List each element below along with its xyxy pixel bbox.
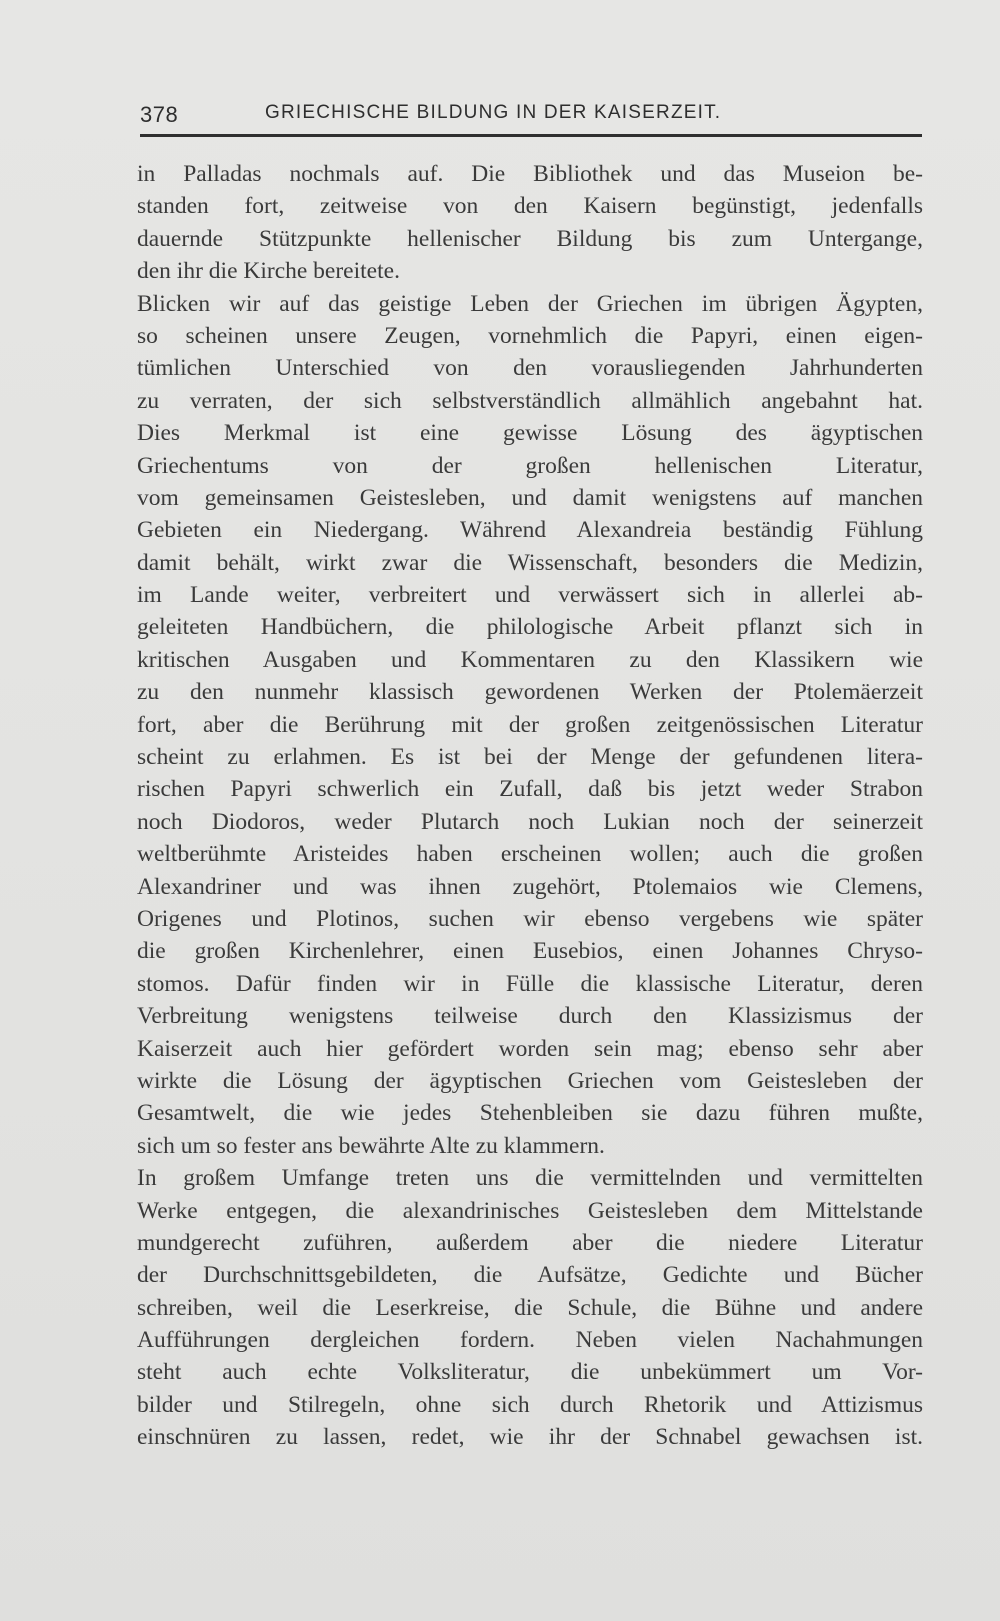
- text-line: tümlichen Unterschied von den vorausliegenden Jahrhunderten: [137, 355, 923, 382]
- text-line: weltberühmte Aristeides haben erscheinen wollen; auch die großen: [137, 841, 923, 868]
- text-line: im Lande weiter, verbreitert und verwässert sich in allerlei ab-: [137, 582, 923, 609]
- text-line: einschnüren zu lassen, redet, wie ihr der Schnabel gewachsen ist.: [137, 1424, 923, 1451]
- text-line: so scheinen unsere Zeugen, vornehmlich die Papyri, einen eigen-: [137, 322, 923, 349]
- body-text: [137, 158, 923, 1454]
- text-line: Griechentums von der großen hellenischen Literatur,: [137, 452, 923, 479]
- running-title: GRIECHISCHE BILDUNG IN DER KAISERZEIT.: [265, 102, 722, 123]
- text-line: den ihr die Kirche bereitete.: [137, 258, 400, 285]
- text-line: Blicken wir auf das geistige Leben der Griechen im übrigen Ägypten,: [137, 290, 923, 317]
- text-line: Alexandriner und was ihnen zugehört, Ptolemaios wie Clemens,: [137, 873, 923, 900]
- text-line: Origenes und Plotinos, suchen wir ebenso vergebens wie später: [137, 905, 923, 932]
- text-line: steht auch echte Volksliteratur, die unbekümmert um Vor-: [137, 1359, 923, 1386]
- text-line: dauernde Stützpunkte hellenischer Bildung bis zum Untergange,: [137, 225, 923, 252]
- text-line: Gesamtwelt, die wie jedes Stehenbleiben sie dazu führen mußte,: [137, 1100, 923, 1127]
- text-line: bilder und Stilregeln, ohne sich durch Rhetorik und Attizismus: [137, 1391, 923, 1418]
- text-line: scheint zu erlahmen. Es ist bei der Menge der gefundenen litera-: [137, 744, 923, 771]
- text-line: wirkte die Lösung der ägyptischen Griechen vom Geistesleben der: [137, 1067, 923, 1094]
- text-line: Werke entgegen, die alexandrinisches Geistesleben dem Mittelstande: [137, 1197, 923, 1224]
- text-line: Verbreitung wenigstens teilweise durch den Klassizismus der: [137, 1003, 923, 1030]
- text-line: stomos. Dafür finden wir in Fülle die klassische Literatur, deren: [137, 970, 923, 997]
- header-rule: [140, 134, 922, 137]
- text-line: in Palladas nochmals auf. Die Bibliothek und das Museion be-: [137, 161, 923, 187]
- text-line: standen fort, zeitweise von den Kaisern begünstigt, jedenfalls: [137, 193, 923, 220]
- text-line: Dies Merkmal ist eine gewisse Lösung des ägyptischen: [137, 420, 923, 447]
- text-line: noch Diodoros, weder Plutarch noch Lukian noch der seinerzeit: [137, 808, 923, 835]
- text-line: mundgerecht zuführen, außerdem aber die niedere Literatur: [137, 1229, 923, 1256]
- text-line: geleiteten Handbüchern, die philologische Arbeit pflanzt sich in: [137, 614, 923, 641]
- page-header: [140, 102, 920, 132]
- text-line: die großen Kirchenlehrer, einen Eusebios, einen Johannes Chryso-: [137, 938, 923, 965]
- text-line: In großem Umfange treten uns die vermittelnden und vermittelten: [137, 1165, 923, 1192]
- text-line: Kaiserzeit auch hier gefördert worden sein mag; ebenso sehr aber: [137, 1035, 923, 1062]
- text-line: damit behält, wirkt zwar die Wissenschaft, besonders die Medizin,: [137, 549, 923, 576]
- page-number: 378: [140, 102, 179, 127]
- text-line: zu den nunmehr klassisch gewordenen Werken der Ptolemäerzeit: [137, 679, 923, 706]
- text-line: Gebieten ein Niedergang. Während Alexandreia beständig Fühlung: [137, 517, 923, 544]
- text-line: schreiben, weil die Leserkreise, die Schule, die Bühne und andere: [137, 1294, 923, 1321]
- text-line: sich um so fester ans bewährte Alte zu klammern.: [137, 1132, 605, 1159]
- text-line: kritischen Ausgaben und Kommentaren zu den Klassikern wie: [137, 646, 923, 673]
- text-line: fort, aber die Berührung mit der großen zeitgenössischen Literatur: [137, 711, 923, 738]
- text-line: Aufführungen dergleichen fordern. Neben vielen Nachahmungen: [137, 1327, 923, 1354]
- text-line: zu verraten, der sich selbstverständlich allmählich angebahnt hat.: [137, 387, 923, 414]
- text-line: vom gemeinsamen Geistesleben, und damit wenigstens auf manchen: [137, 484, 923, 511]
- text-line: der Durchschnittsgebildeten, die Aufsätze, Gedichte und Bücher: [137, 1262, 923, 1289]
- text-line: rischen Papyri schwerlich ein Zufall, daß bis jetzt weder Strabon: [137, 776, 923, 803]
